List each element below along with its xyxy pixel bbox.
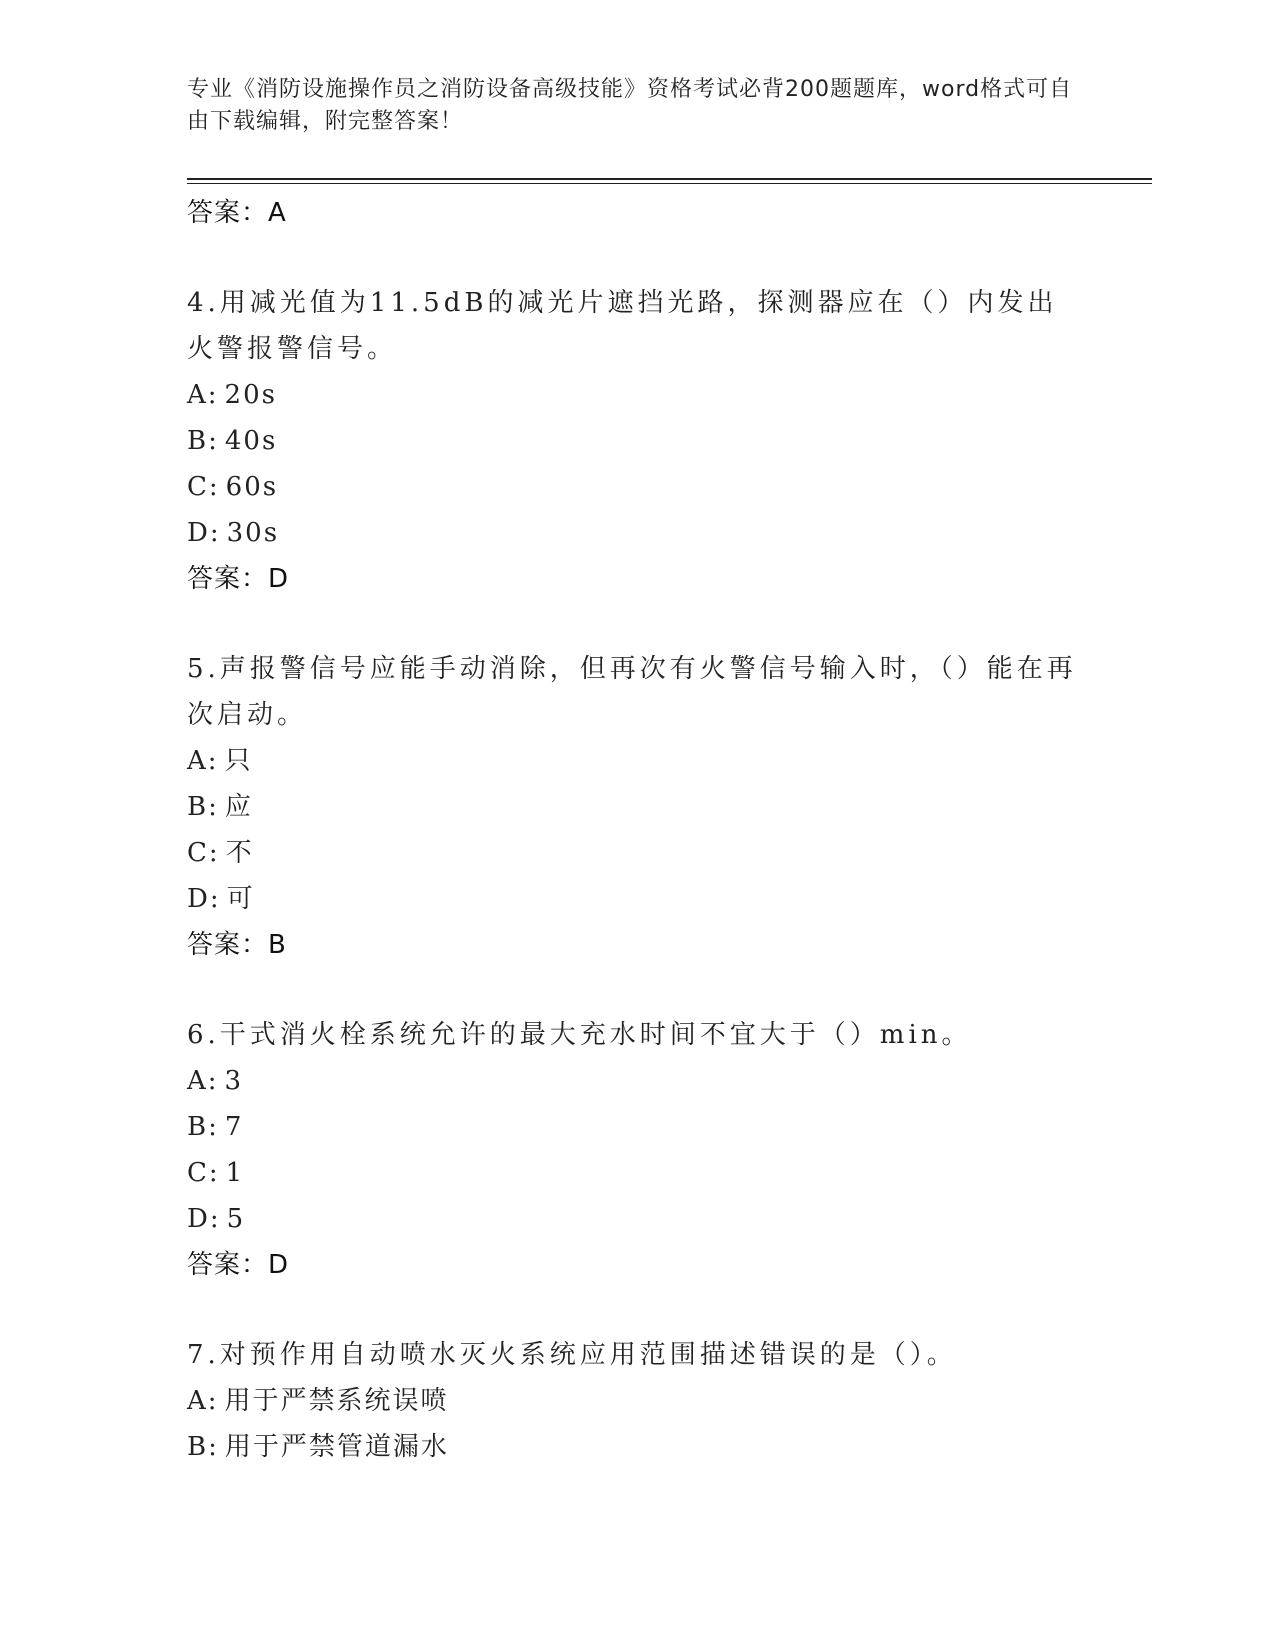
option-a: A: 用于严禁系统误喷 (187, 1386, 449, 1416)
header-divider-thick (187, 178, 1152, 180)
answer-line: 答案：D (187, 1250, 290, 1280)
question-4 (187, 280, 1087, 602)
answer-line: 答案：A (187, 198, 287, 228)
option-b: B: 7 (187, 1112, 244, 1142)
question-stem: 6.干式消火栓系统允许的最大充水时间不宜大于（）min。 (187, 1020, 972, 1050)
question-7 (187, 1332, 1087, 1470)
option-b: B: 应 (187, 792, 253, 822)
option-a: A: 只 (187, 746, 253, 776)
question-stem: 5.声报警信号应能手动消除，但再次有火警信号输入时，（）能在再次启动。 (187, 654, 1077, 730)
option-d: D: 30s (187, 518, 280, 548)
answer-line: 答案：D (187, 564, 290, 594)
option-a: A: 20s (187, 380, 277, 410)
option-d: D: 5 (187, 1204, 246, 1234)
header-divider-thin (187, 183, 1152, 184)
option-c: C: 60s (187, 472, 279, 502)
option-c: C: 不 (187, 838, 254, 868)
option-b: B: 40s (187, 426, 278, 456)
question-stem: 4.用减光值为11.5dB的减光片遮挡光路，探测器应在（）内发出火警报警信号。 (187, 288, 1058, 364)
option-d: D: 可 (187, 884, 255, 914)
option-b: B: 用于严禁管道漏水 (187, 1432, 449, 1462)
option-a: A: 3 (187, 1066, 244, 1096)
option-c: C: 1 (187, 1158, 245, 1188)
question-5 (187, 646, 1087, 968)
document-header: 专业《消防设施操作员之消防设备高级技能》资格考试必背200题题库，word格式可自由下载编辑，附完整答案！ (187, 77, 1073, 134)
question-list (187, 190, 1087, 1470)
question-6 (187, 1012, 1087, 1288)
question-stem: 7.对预作用自动喷水灭火系统应用范围描述错误的是（）。 (187, 1340, 957, 1370)
answer-line: 答案：B (187, 930, 287, 960)
